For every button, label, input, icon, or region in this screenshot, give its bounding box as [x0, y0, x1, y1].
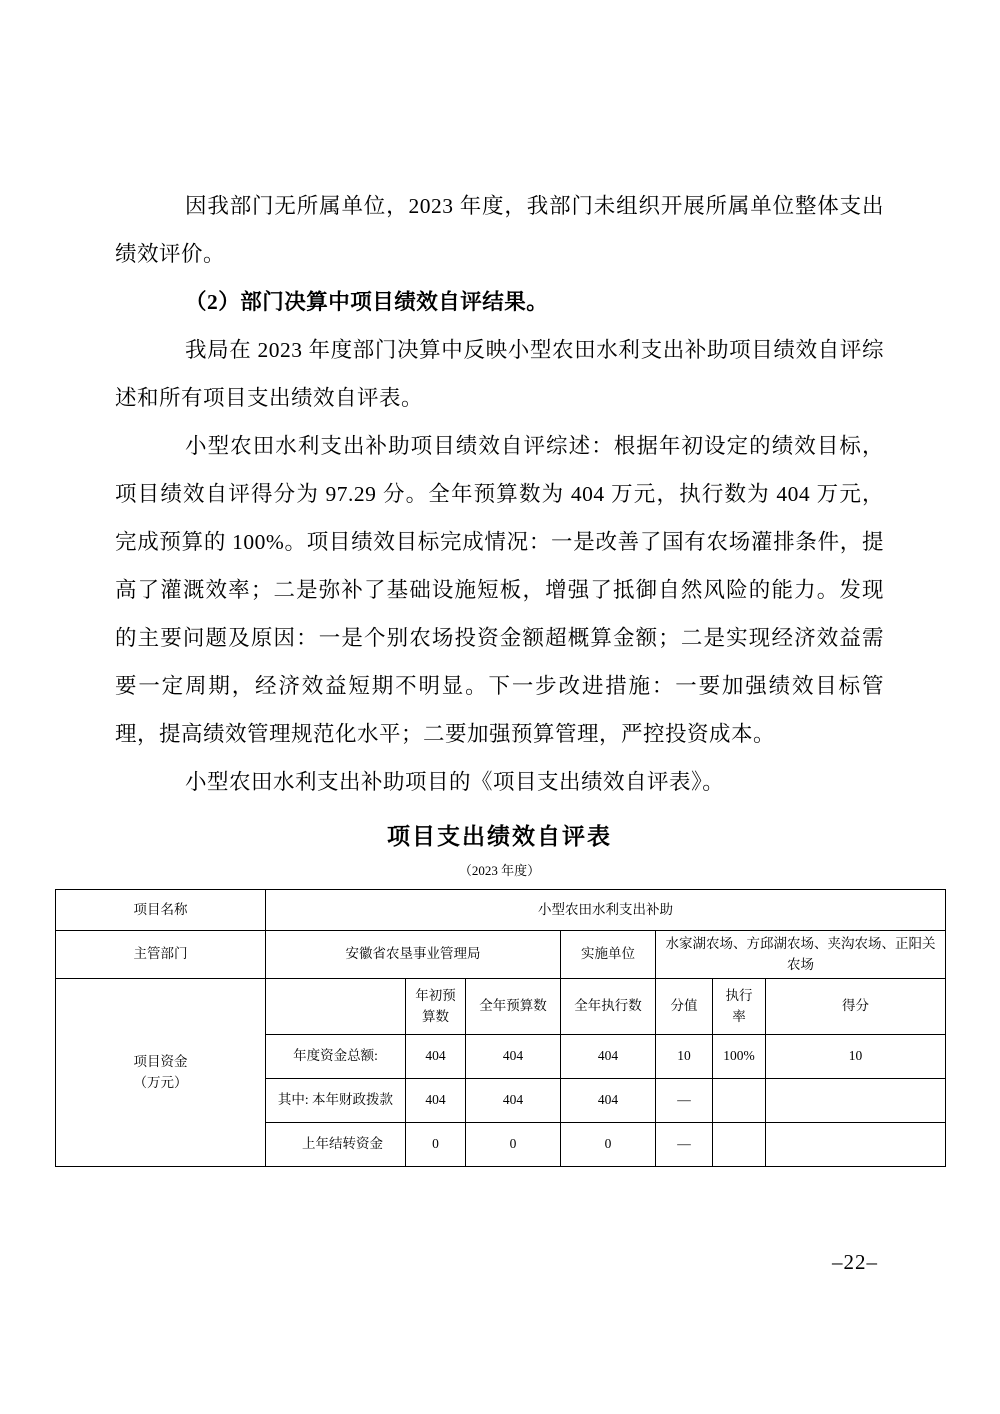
total-funds-label: 年度资金总额:: [266, 1035, 406, 1079]
project-name-value: 小型农田水利支出补助: [266, 890, 946, 931]
project-name-label: 项目名称: [56, 890, 266, 931]
carryover-funds-execution-rate: [713, 1123, 766, 1167]
fiscal-appropriation-initial-budget: 404: [406, 1079, 466, 1123]
total-funds-initial-budget: 404: [406, 1035, 466, 1079]
performance-self-evaluation-table: [55, 889, 946, 1167]
header-initial-budget: 年初预算数: [406, 979, 466, 1035]
total-funds-annual-execution: 404: [561, 1035, 656, 1079]
fiscal-appropriation-annual-execution: 404: [561, 1079, 656, 1123]
paragraph-no-subordinate-units: 因我部门无所属单位，2023 年度，我部门未组织开展所属单位整体支出绩效评价。: [115, 194, 884, 266]
table-row-column-headers: [56, 979, 946, 1035]
competent-department-value: 安徽省农垦事业管理局: [266, 931, 561, 979]
fiscal-appropriation-score: [766, 1079, 946, 1123]
paragraph-section-heading: （2）部门决算中项目绩效自评结果。: [185, 290, 549, 314]
table-subtitle: （2023 年度）: [458, 863, 541, 878]
header-annual-execution: 全年执行数: [561, 979, 656, 1035]
table-title: 项目支出绩效自评表: [387, 823, 612, 849]
implementing-unit-label: 实施单位: [561, 931, 656, 979]
carryover-funds-annual-execution: 0: [561, 1123, 656, 1167]
header-score: 得分: [766, 979, 946, 1035]
implementing-unit-value: 水家湖农场、方邱湖农场、夹沟农场、正阳关农场: [656, 931, 946, 979]
project-funds-label-line1: 项目资金: [133, 1054, 188, 1070]
carryover-funds-score: [766, 1123, 946, 1167]
carryover-funds-initial-budget: 0: [406, 1123, 466, 1167]
blank-header-cell: [266, 979, 406, 1035]
header-execution-rate: 执行率: [713, 979, 766, 1035]
carryover-funds-annual-budget: 0: [466, 1123, 561, 1167]
carryover-funds-label: 上年结转资金: [266, 1123, 406, 1167]
header-annual-budget: 全年预算数: [466, 979, 561, 1035]
paragraph-self-evaluation-summary: 小型农田水利支出补助项目绩效自评综述：根据年初设定的绩效目标，项目绩效自评得分为 97.29 分。全年预算数为 404 万元，执行数为 404 万元，完成预算的 100%。项目绩效目标完成情况：一是改善了国有农场灌排条件，提高了灌溉效率；二是弥补了基础设施短板，增强了抵御自然风险的能力。发现的主要问题及原因：一是个别农场投资金额超概算金额；二是实现经济效益需要一定周期，经济效益短期不明显。下一步改进措施：一要加强绩效目标管理，提高绩效管理规范化水平；二要加强预算管理，严控投资成本。: [115, 434, 884, 746]
project-funds-label-line2: （万元）: [133, 1074, 188, 1090]
fiscal-appropriation-label: 其中: 本年财政拨款: [266, 1079, 406, 1123]
fiscal-appropriation-execution-rate: [713, 1079, 766, 1123]
project-funds-label: [56, 979, 266, 1167]
paragraph-final-accounts: 我局在 2023 年度部门决算中反映小型农田水利支出补助项目绩效自评综述和所有项目支出绩效自评表。: [115, 338, 884, 410]
paragraph-table-intro: 小型农田水利支出补助项目的《项目支出绩效自评表》。: [185, 770, 725, 794]
total-funds-weight: 10: [656, 1035, 713, 1079]
header-score-weight: 分值: [656, 979, 713, 1035]
fiscal-appropriation-annual-budget: 404: [466, 1079, 561, 1123]
fiscal-appropriation-weight: —: [656, 1079, 713, 1123]
table-row-departments: [56, 931, 946, 979]
carryover-funds-weight: —: [656, 1123, 713, 1167]
table-row-project-name: [56, 890, 946, 931]
total-funds-score: 10: [766, 1035, 946, 1079]
total-funds-annual-budget: 404: [466, 1035, 561, 1079]
page-number: –22–: [832, 1250, 878, 1274]
competent-department-label: 主管部门: [56, 931, 266, 979]
total-funds-execution-rate: 100%: [713, 1035, 766, 1079]
